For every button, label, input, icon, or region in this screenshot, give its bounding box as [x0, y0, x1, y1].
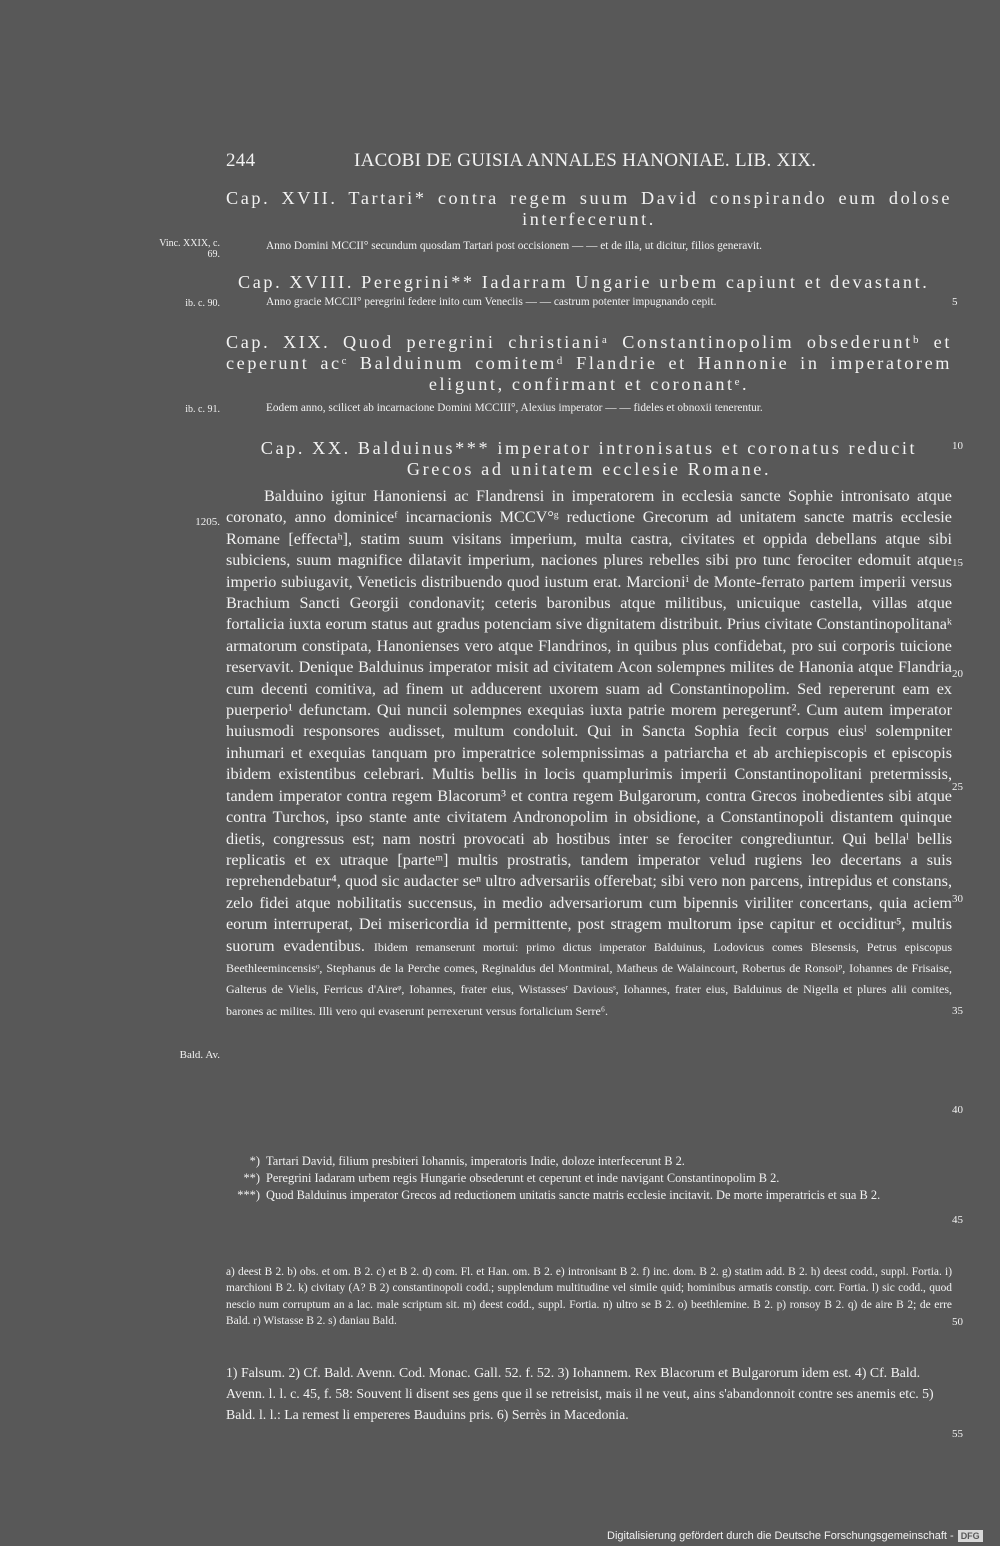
- star-note: ***) Quod Balduinus imperator Grecos ad reductionem unitatis sancte matris ecclesie incitavit. De morte imperatricis et sua B 2.: [237, 1188, 881, 1202]
- line-number: 50: [952, 1316, 963, 1328]
- margin-source: Bald. Av.: [179, 1049, 220, 1061]
- dfg-logo: DFG: [958, 1530, 983, 1542]
- margin-reference: ib. c. 91.: [185, 404, 220, 415]
- main-text: [226, 486, 952, 1021]
- chapter-19-title: Cap. XIX. Quod peregrini christianiᵃ Constantinopolim obsederuntᵇ et ceperunt acᶜ Balduinum comitemᵈ Flandrie et Hannonie in imperatorem eligunt, confirmant et coronantᵉ.: [226, 332, 952, 394]
- line-number: 10: [952, 440, 963, 452]
- margin-year: 1205.: [195, 516, 220, 528]
- line-number: 55: [952, 1428, 963, 1440]
- running-header: [226, 150, 952, 180]
- digitization-credit: Digitalisierung gefördert durch die Deutsche Forschungsgemeinschaft - DFG: [607, 1530, 983, 1542]
- margin-reference: Vinc. XXIX, c. 69.: [159, 238, 220, 260]
- chapter-17-summary: Anno Domini MCCII° secundum quosdam Tartari post occisionem — — et de illa, ut dicitur, filios generavit.: [266, 240, 762, 252]
- chapter-18-summary: Anno gracie MCCII° peregrini federe inito cum Veneciis — — castrum potenter impugnando cepit.: [266, 296, 717, 308]
- footnotes: 1) Falsum. 2) Cf. Bald. Avenn. Cod. Monac. Gall. 52. f. 52. 3) Iohannem. Rex Blacorum et Bulgarorum idem est. 4) Cf. Bald. Avenn. l. l. c. 45, f. 58: Souvent li disent ses gens que il se retreisist, mais il ne veut, ains s'abandonnoit contre ses anemis etc. 5) Bald. l. l.: La remest li empereres Bauduins pris. 6) Serrès in Macedonia.: [226, 1365, 934, 1422]
- chapter-18-title: Cap. XVIII. Peregrini** Iadarram Ungarie urbem capiunt et devastant.: [238, 272, 930, 292]
- line-number: 35: [952, 1005, 963, 1017]
- casualty-list: Ibidem remanserunt mortui: primo dictus imperator Balduinus, Lodovicus comes Blesensis, Petrus episcopus Beethleemincensisᵒ, Stephanus de la Perche comes, Reginaldus del Montmiral, Matheus de Walaincourt, Robertus de Ronsoiᵖ, Iohannes de Frisaise, Galterus de Vielis, Ferricus d'Aireᵠ, Iohannes, frater eius, Wistassesʳ Daviousˢ, Iohannes, frater eius, Balduinus de Nigella et plures alii comites, barones ac milites. Illi vero qui evaserunt perrexerunt versus fortalicium Serre⁶.: [226, 939, 953, 1018]
- line-number: 5: [952, 296, 958, 308]
- margin-reference: ib. c. 90.: [185, 298, 220, 309]
- chapter-19-summary: Eodem anno, scilicet ab incarnacione Domini MCCIII°, Alexius imperator — — fideles et obnoxii tenerentur.: [266, 402, 763, 414]
- line-number: 30: [952, 893, 963, 905]
- chapter-17-title: Cap. XVII. Tartari* contra regem suum David conspirando eum dolose interfecerunt.: [226, 188, 952, 229]
- chapter-20-title: Cap. XX. Balduinus*** imperator intronisatus et coronatus reducit Grecos ad unitatem ecclesie Romane.: [260, 438, 918, 479]
- line-number: 40: [952, 1104, 963, 1116]
- line-number: 25: [952, 781, 963, 793]
- main-text-body: Balduino igitur Hanoniensi ac Flandrensi in imperatorem in ecclesia sancte Sophie intronisato atque coronato, anno dominiceᶠ incarnacionis MCCV°ᵍ reductione Grecorum ad unitatem sancte matris ecclesie Romane [effectaʰ], statim suum visitans imperium, multa castra, civitates et oppida debellans atque sibi subiciens, suum magnifice dilatavit imperium, naciones plures rebelles sibi pro tunc ferociter edomuit atque imperio subiugavit, Veneticis distribuendo quod iustum erat. Marcioniⁱ de Monte-ferrato partem imperii versus Brachium Sancti Georgii condonavit; ceteris baronibus atque militibus, unicuique castella, villas atque fortalicia iuxta eorum status aut gradus potenciam sive dignitatem distribuit. Prius civitate Constantinopolitanaᵏ armatorum constipata, Hanonienses vero atque Flandrinos, in quibus plus confidebat, pro sui corporis tuicione reservavit. Denique Balduinus imperator misit ad civitatem Acon solempnes milites de Hanonia atque Flandria cum decenti comitiva, ad finem ut adducerent uxorem suam ad Constantinopolim. Sed repererunt eam ex puerperio¹ defunctam. Qui nuncii solempnes exequias iuxta patrie morem peregerunt². Cum autem imperator huiusmodi responsores audisset, multum condoluit. Qui in Sancta Sophia fecit corpus eiusˡ solempniter inhumari et exequias tanquam pro imperatrice solempnissimas a patriarcha et ab archiepiscopis et episcopis ibidem existentibus celebrari. Multis bellis in locis quamplurimis imperii Constantinopolitani pretermissis, tandem imperator contra regem Blacorum³ et contra regem Bulgarorum, contra Grecos inobedientes sibi atque contra Turchos, ipso stante ante civitatem Andronopolim in obsidione, a Constantinopoli distantem quinque dietis, congressus est; nam nostri provocati ab hostibus inter se ferociter congrediuntur. Qui bellaˡ bellis replicatis et ex utraque [parteᵐ] multis prostratis, tandem imperator velud rugiens leo decertans a suis reprehendebatur⁴, quod sic audacter seⁿ ultro adversariis offerebat; sibi vero non parcens, intrepidus et constans, zelo fidei atque nobilitatis succensus, in medio adversariorum cum bipennis viriliter concertans, quia aciem eorum interruperat, Dei misericordia id permittente, post stragem multorum ipse capitur et occiditur⁵, multis suorum evadentibus.: [226, 487, 952, 955]
- chapter-notes: [226, 1153, 952, 1204]
- running-title: IACOBI DE GUISIA ANNALES HANONIAE. LIB. XIX.: [354, 150, 817, 171]
- variant-readings: a) deest B 2. b) obs. et om. B 2. c) et B 2. d) com. Fl. et Han. om. B 2. e) intronisant B 2. f) inc. dom. B 2. g) statim add. B 2. h) deest codd., suppl. Fortia. i) marchioni B 2. k) civitaty (A? B 2) constantinopoli codd.; supplendum multitudine vel simile quid; hominibus armatis constip. corr. Fortia. l) sic codd., quod nescio num corruptum an a lac. male scriptum sit. m) deest codd., suppl. Fortia. n) ultro se B 2. o) beethlemine. B 2. p) ronsoy B 2. q) de aire B 2; de erre Bald. r) Wistasse B 2. s) daniau Bald.: [226, 1266, 952, 1328]
- star-note: *) Tartari David, filium presbiteri Iohannis, imperatoris Indie, doloze interfecerunt B 2.: [249, 1154, 685, 1168]
- line-number: 15: [952, 557, 963, 569]
- page-number: 244: [226, 150, 256, 171]
- line-number: 20: [952, 668, 963, 680]
- line-number: 45: [952, 1214, 963, 1226]
- star-note: **) Peregrini Iadaram urbem regis Hungarie obsederunt et ceperunt et inde navigant Constantinopolim B 2.: [243, 1171, 780, 1185]
